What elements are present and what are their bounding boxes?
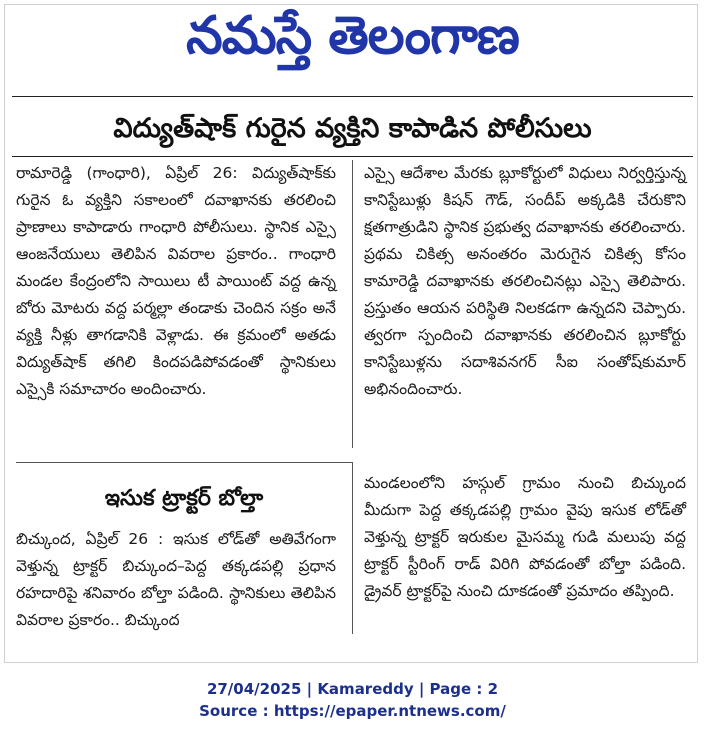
story1-column-2 [364, 160, 686, 403]
footer-date-edition: 27/04/2025 | Kamareddy | Page : 2 [206, 680, 499, 698]
newspaper-masthead: నమస్తే తెలంగాణ [186, 6, 519, 66]
story1-column-1 [16, 160, 336, 403]
story-divider [16, 462, 352, 463]
story1-col2-text: ఎస్సై ఆదేశాల మేరకు బ్లూకోర్టులో విధులు నిర్వర్తిస్తున్న కానిస్టేబుళ్లు కిషన్ గౌడ్, సందీప్ అక్కడికి చేరుకొని క్షతగాత్రుడిని స్థానిక ప్రభుత్వ దవాఖానకు తరలించారు. ప్రథమ చికిత్స అనంతరం మెరుగైన చికిత్స కోసం కామారెడ్డి దవాఖానకు తరలించినట్లు ఎస్సై తెలిపారు. ప్రస్తుతం ఆయన పరిస్థితి నిలకడగా ఉన్నదని చెప్పారు. త్వరగా స్పందించి దవాఖానకు తరలించిన బ్లూకోర్టు కానిస్టేబుళ్లను సదాశివనగర్ సీఐ సంతోష్‌కుమార్ అభినందించారు. [364, 164, 686, 398]
story2-column-1 [16, 526, 336, 634]
story2-column-2 [364, 470, 686, 605]
footer-source: Source : https://epaper.ntnews.com/ [199, 702, 506, 720]
headline-rule [12, 156, 693, 157]
story2-column-divider [352, 462, 353, 634]
story1-col1-text: రామారెడ్డి (గాంధారి), ఏప్రిల్ 26: విద్యుత్‌షాక్‌కు గురైన ఓ వ్యక్తిని సకాలంలో దవాఖానకు తరలించి ప్రాణాలు కాపాడారు గాంధారి పోలీసులు. స్థానిక ఎస్సై ఆంజనేయులు తెలిపిన వివరాల ప్రకారం.. గాంధారి మండల కేంద్రంలోని సాయిలు టీ పాయింట్ వద్ద ఉన్న బోరు మోటరు వద్ద పర్మల్లా తండాకు చెందిన సక్రం అనే వ్యక్తి నీళ్లు తాగడానికి వెళ్లాడు. ఈ క్రమంలో అతడు విద్యుత్‌షాక్ తగిలి కిందపడిపోవడంతో స్థానికులు ఎస్సైకి సమాచారం అందించారు. [16, 164, 336, 398]
story2-headline: ఇసుక ట్రాక్టర్ బోల్తా [104, 486, 264, 511]
story1-headline: విద్యుత్‌షాక్ గురైన వ్యక్తిని కాపాడిన పోలీసులు [113, 113, 592, 144]
column-divider [352, 160, 353, 448]
masthead-rule [12, 96, 693, 97]
story2-col2-text: మండలంలోని హస్గుల్ గ్రామం నుంచి బిచ్కుంద మీదుగా పెద్ద తక్కడపల్లి గ్రామం వైపు ఇసుక లోడ్‌తో వెళ్తున్న ట్రాక్టర్ ఇరుకుల మైసమ్మ గుడి మలుపు వద్ద ట్రాక్టర్ స్టీరింగ్ రాడ్ విరిగి పోవడంతో బోల్తా పడింది. డ్రైవర్ ట్రాక్టర్‌పై నుంచి దూకడంతో ప్రమాదం తప్పింది. [364, 474, 686, 600]
story2-col1-text: బిచ్కుంద, ఏప్రిల్ 26 : ఇసుక లోడ్‌తో అతివేగంగా వెళ్తున్న ట్రాక్టర్ బిచ్కుంద–పెద్ద తక్కడపల్లి ప్రధాన రహదారిపై శనివారం బోల్తా పడింది. స్థానికులు తెలిపిన వివరాల ప్రకారం.. బిచ్కుంద [16, 530, 336, 629]
